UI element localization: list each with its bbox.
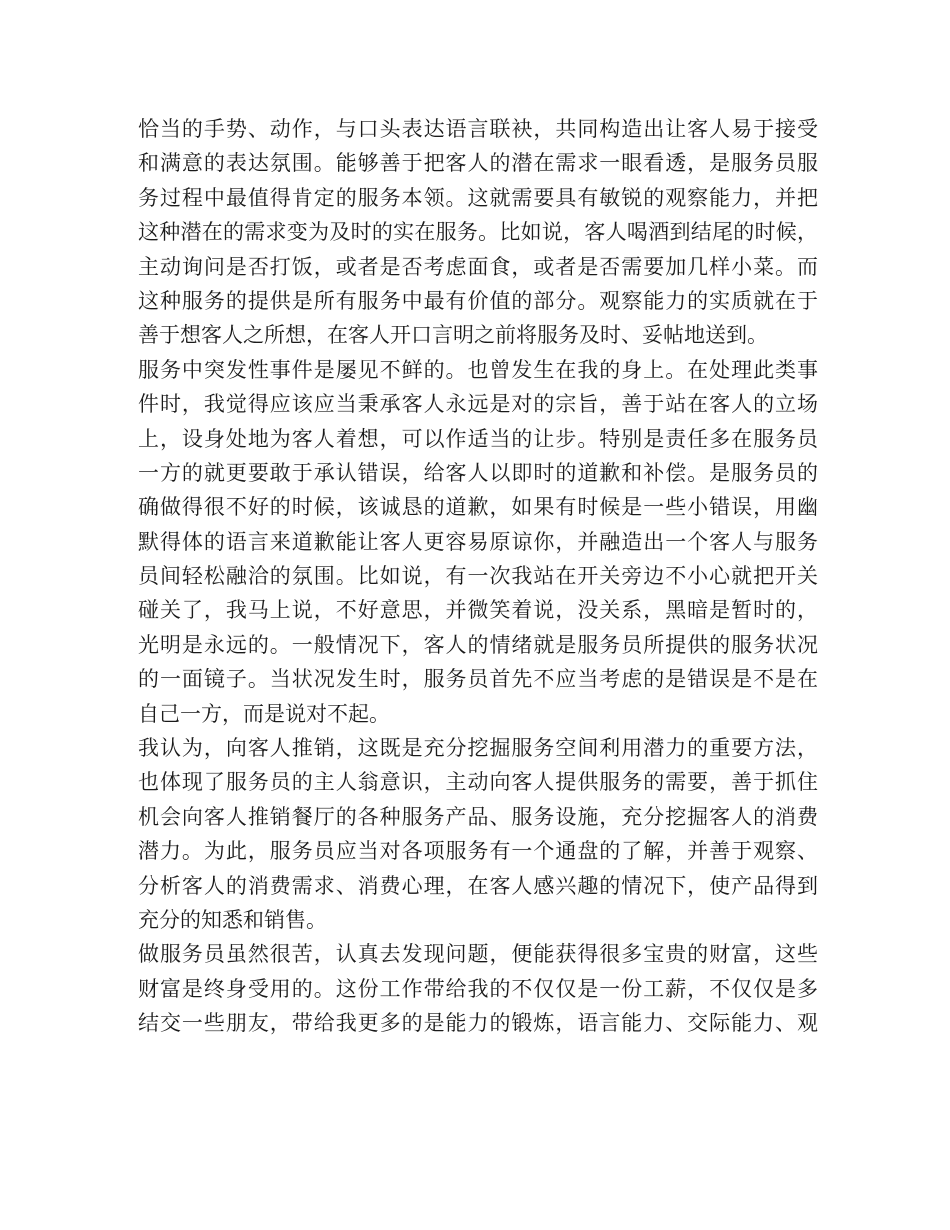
text-line: 财富是终身受用的。这份工作带给我的不仅仅是一份工薪，不仅仅是多 [138,976,818,1001]
text-line: 充分的知悉和销售。 [138,907,327,932]
text-line: 默得体的语言来道歉能让客人更容易原谅你，并融造出一个客人与服务 [138,529,818,554]
text-line: 碰关了，我马上说，不好意思，并微笑着说，没关系，黑暗是暂时的， [138,598,818,623]
text-line: 确做得很不好的时候，该诚恳的道歉，如果有时候是一些小错误，用幽 [138,495,818,520]
text-line: 机会向客人推销餐厅的各种服务产品、服务设施，充分挖掘客人的消费 [138,804,818,829]
text-line: 上，设身处地为客人着想，可以作适当的让步。特别是责任多在服务员 [138,426,818,451]
paragraph-2 [138,353,818,731]
text-line: 主动询问是否打饭，或者是否考虑面食，或者是否需要加几样小菜。而 [138,254,818,279]
text-line: 件时，我觉得应该应当秉承客人永远是对的宗旨，善于站在客人的立场 [138,392,818,417]
text-line: 分析客人的消费需求、消费心理，在客人感兴趣的情况下，使产品得到 [138,873,818,898]
text-line: 自己一方，而是说对不起。 [138,701,390,726]
text-line: 的一面镜子。当状况发生时，服务员首先不应当考虑的是错误是不是在 [138,667,818,692]
text-line: 员间轻松融洽的氛围。比如说，有一次我站在开关旁边不小心就把开关 [138,564,818,589]
text-line: 一方的就更要敢于承认错误，给客人以即时的道歉和补偿。是服务员的 [138,460,818,485]
text-line: 结交一些朋友，带给我更多的是能力的锻炼，语言能力、交际能力、观 [138,1011,818,1036]
text-line: 我认为，向客人推销，这既是充分挖掘服务空间利用潜力的重要方法， [138,736,818,761]
text-line: 这种服务的提供是所有服务中最有价值的部分。观察能力的实质就在于 [138,288,818,313]
text-line: 潜力。为此，服务员应当对各项服务有一个通盘的了解，并善于观察、 [138,839,818,864]
text-line: 光明是永远的。一般情况下，客人的情绪就是服务员所提供的服务状况 [138,632,818,657]
text-line: 善于想客人之所想，在客人开口言明之前将服务及时、妥帖地送到。 [138,323,768,348]
text-line: 这种潜在的需求变为及时的实在服务。比如说，客人喝酒到结尾的时候， [138,220,818,245]
text-line: 恰当的手势、动作，与口头表达语言联袂，共同构造出让客人易于接受 [138,117,818,141]
text-line: 务过程中最值得肯定的服务本领。这就需要具有敏锐的观察能力，并把 [138,185,818,210]
document-body [138,112,818,1041]
text-line: 也体现了服务员的主人翁意识，主动向客人提供服务的需要，善于抓住 [138,770,818,795]
paragraph-1 [138,112,818,353]
paragraph-3 [138,731,818,937]
text-line: 服务中突发性事件是屡见不鲜的。也曾发生在我的身上。在处理此类事 [138,357,818,382]
paragraph-4 [138,937,818,1040]
text-line: 和满意的表达氛围。能够善于把客人的潜在需求一眼看透，是服务员服 [138,151,818,176]
text-line: 做服务员虽然很苦，认真去发现问题，便能获得很多宝贵的财富，这些 [138,942,818,967]
